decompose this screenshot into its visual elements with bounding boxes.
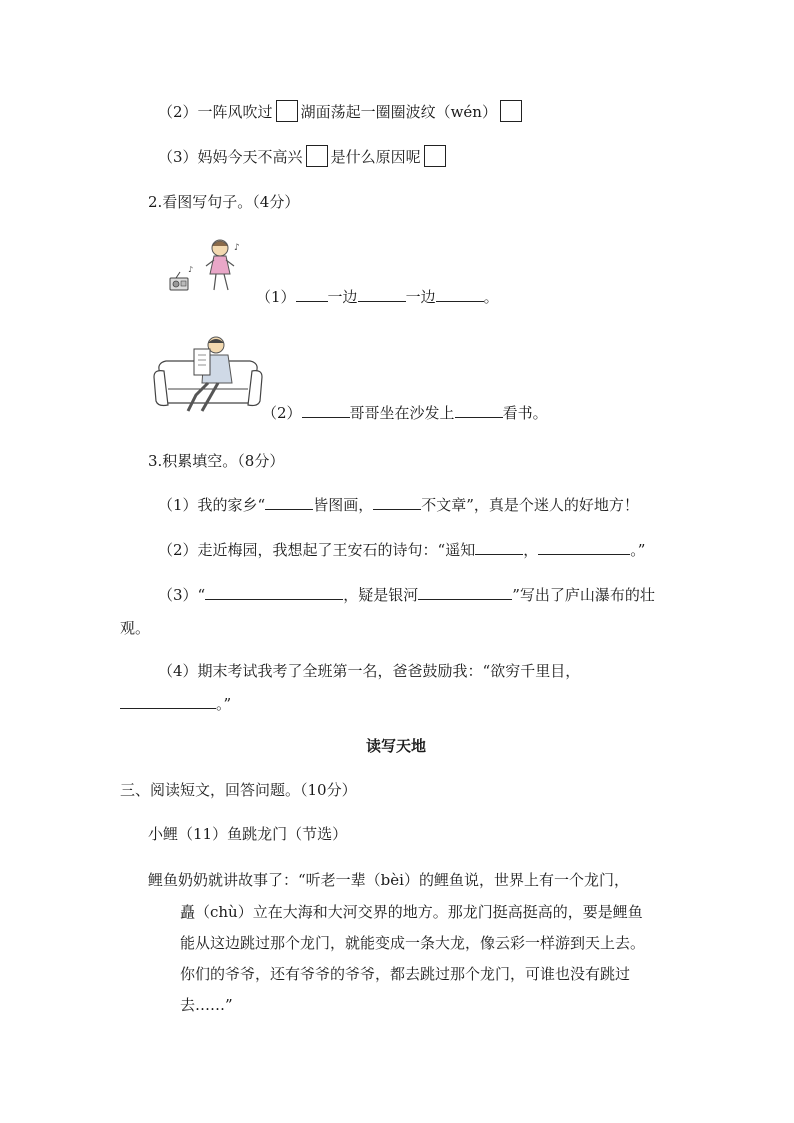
q3-item1 xyxy=(158,493,639,516)
answer-blank[interactable] xyxy=(436,285,484,302)
item-number: （2） xyxy=(158,541,198,559)
punctuation-box[interactable] xyxy=(306,145,328,167)
punctuation-box[interactable] xyxy=(500,100,522,122)
text-part: 走近梅园，我想起了王安石的诗句：“遥知 xyxy=(197,541,476,559)
answer-blank[interactable] xyxy=(296,285,328,302)
q1-item2 xyxy=(158,101,525,124)
answer-blank[interactable] xyxy=(455,401,503,418)
text-part: “ xyxy=(197,586,206,604)
q3-item3 xyxy=(158,583,655,606)
sentence-part-b: 湖面荡起一圈圈波纹（wén） xyxy=(300,103,497,121)
q3-item2 xyxy=(158,538,645,561)
svg-text:♪: ♪ xyxy=(234,243,240,253)
part-3-title: 三、阅读短文，回答问题。（10分） xyxy=(120,781,357,799)
punctuation-box[interactable] xyxy=(276,100,298,122)
answer-blank[interactable] xyxy=(373,493,421,510)
passage-line: 能从这边跳过那个龙门，就能变成一条大龙，像云彩一样游到天上去。 xyxy=(180,934,646,952)
question-2-title: 2.看图写句子。（4分） xyxy=(148,193,300,211)
item-number: （2） xyxy=(262,404,302,422)
q2-item1 xyxy=(256,285,499,308)
answer-blank[interactable] xyxy=(418,583,512,600)
text-part: 。” xyxy=(216,695,232,713)
item-number: （1） xyxy=(256,288,296,306)
connector-text: 一边 xyxy=(327,288,358,306)
punctuation-box[interactable] xyxy=(424,145,446,167)
text-part: 。” xyxy=(630,541,646,559)
text-part: 皆图画， xyxy=(313,496,374,514)
text-part: 期末考试我考了全班第一名，爸爸鼓励我：“欲穷千里目， xyxy=(197,662,581,680)
text-part: ”写出了庐山瀑布的壮 xyxy=(512,586,655,604)
item-number: （2） xyxy=(158,103,198,121)
q3-item4 xyxy=(158,660,580,682)
q1-item3 xyxy=(158,146,449,169)
q3-item4-continuation xyxy=(120,692,231,715)
answer-blank[interactable] xyxy=(358,285,406,302)
item-number: （1） xyxy=(158,496,198,514)
end-punctuation: 。 xyxy=(483,288,499,306)
answer-blank[interactable] xyxy=(302,401,350,418)
sentence-part-a: 妈妈今天不高兴 xyxy=(197,148,303,166)
text-part: ，疑是银河 xyxy=(343,586,419,604)
question-3-title: 3.积累填空。（8分） xyxy=(148,452,285,470)
answer-blank[interactable] xyxy=(120,692,216,709)
sentence-part-b: 是什么原因呢 xyxy=(330,148,421,166)
passage-line: 矗（chù）立在大海和大河交界的地方。那龙门挺高挺高的，要是鲤鱼 xyxy=(180,903,643,921)
q2-item2 xyxy=(262,401,548,424)
text-part: ， xyxy=(523,541,539,559)
item-number: （3） xyxy=(158,148,198,166)
girl-listening-music-illustration xyxy=(168,236,248,298)
answer-blank[interactable] xyxy=(538,538,630,555)
connector-text: 一边 xyxy=(405,288,436,306)
answer-blank[interactable] xyxy=(205,583,343,600)
text-part: 不文章”，真是个迷人的好地方！ xyxy=(421,496,639,514)
passage-title: 小鲤（11）鱼跳龙门（节选） xyxy=(148,825,348,843)
sentence-part: 看书。 xyxy=(502,404,548,422)
answer-blank[interactable] xyxy=(475,538,523,555)
passage-line: 去……” xyxy=(180,996,233,1014)
answer-blank[interactable] xyxy=(265,493,313,510)
sentence-part-a: 一阵风吹过 xyxy=(197,103,273,121)
text-part: 我的家乡“ xyxy=(197,496,266,514)
boy-reading-on-sofa-illustration xyxy=(152,333,264,415)
item-number: （3） xyxy=(158,586,198,604)
passage-line: 鲤鱼奶奶就讲故事了：“听老一辈（bèi）的鲤鱼说，世界上有一个龙门， xyxy=(148,871,629,889)
item-number: （4） xyxy=(158,662,198,680)
passage-line: 你们的爷爷，还有爷爷的爷爷，都去跳过那个龙门，可谁也没有跳过 xyxy=(180,965,631,983)
sentence-part: 哥哥坐在沙发上 xyxy=(349,404,455,422)
q3-item3-continuation: 观。 xyxy=(120,619,151,637)
svg-text:♪: ♪ xyxy=(188,265,194,274)
section-heading: 读写天地 xyxy=(366,737,427,755)
